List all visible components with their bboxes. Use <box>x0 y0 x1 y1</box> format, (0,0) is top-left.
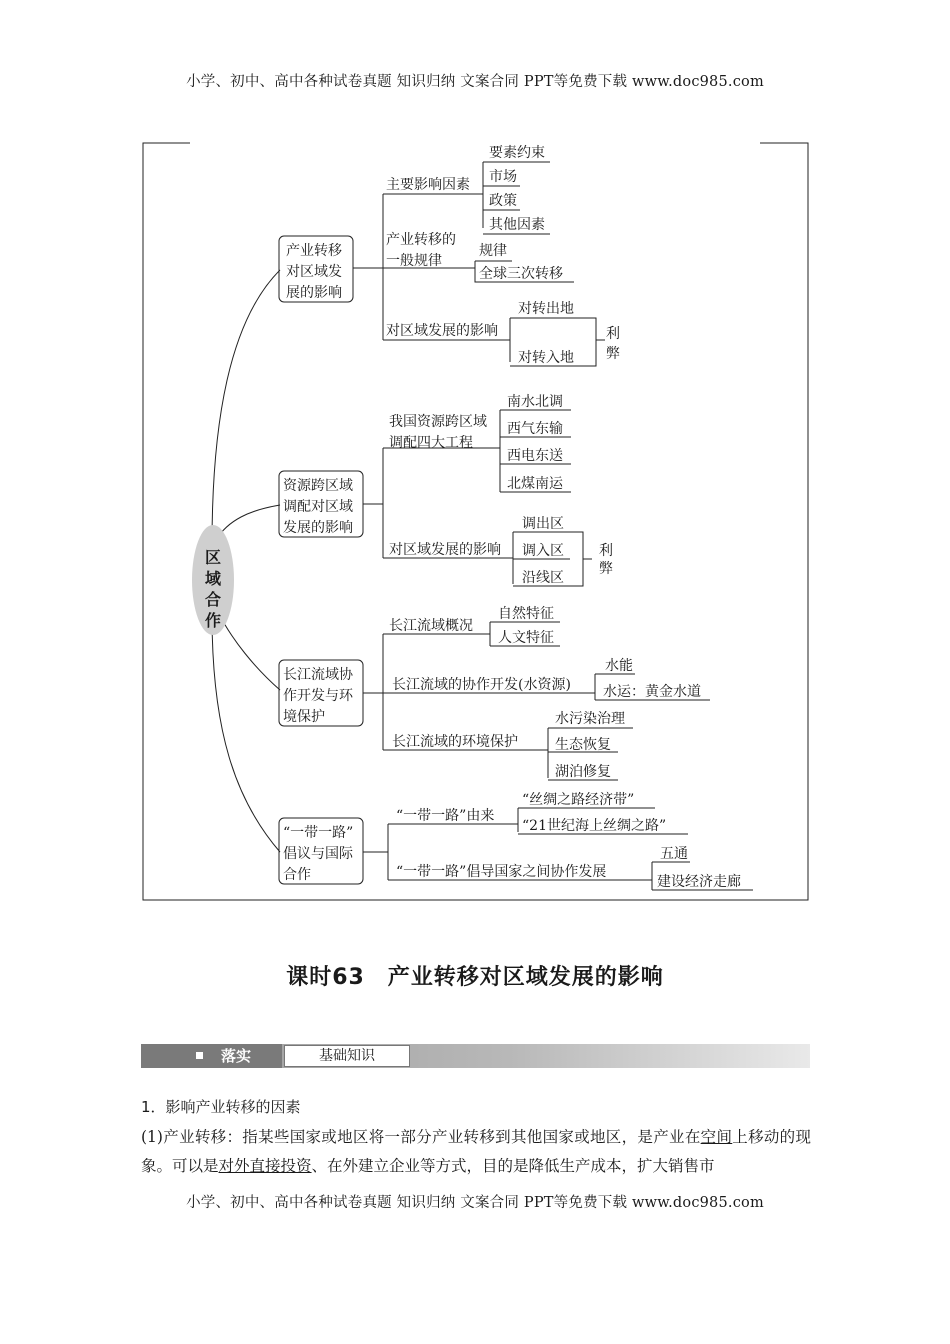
b1-l2-item: 全球三次转移 <box>479 266 563 282</box>
b3-box-line: 境保护 <box>283 709 325 725</box>
section-bar <box>141 1044 810 1068</box>
page-footer: 小学、初中、高中各种试卷真题 知识归纳 文案合同 PPT等免费下载 www.doc985.com <box>186 1195 764 1211</box>
svg-text:作: 作 <box>204 611 222 630</box>
b3-l1-item: 人文特征 <box>498 630 554 646</box>
b2-l2-item: 调出区 <box>522 516 564 532</box>
b3-l3-item: 湖泊修复 <box>555 764 611 780</box>
b3-l2-item: 水运：黄金水道 <box>603 684 701 700</box>
b4-l1-item: “丝绸之路经济带” <box>522 792 635 808</box>
b2-l1-item: 北煤南运 <box>507 476 563 492</box>
root-link-3 <box>218 612 280 690</box>
svg-text:域: 域 <box>204 569 222 588</box>
page-header: 小学、初中、高中各种试卷真题 知识归纳 文案合同 PPT等免费下载 www.doc985.com <box>186 74 764 90</box>
b1-l3-item: 对转入地 <box>518 350 574 366</box>
b4-box-line: 倡议与国际 <box>283 846 353 862</box>
b1-l1-item: 要素约束 <box>489 145 545 161</box>
b1-l3: 对区域发展的影响 <box>386 323 498 339</box>
b3-l1-item: 自然特征 <box>498 606 554 622</box>
root-link-4 <box>212 615 280 852</box>
root-link-2 <box>216 505 280 540</box>
b1-l1-item: 市场 <box>489 169 517 185</box>
b4-trunk <box>363 824 388 880</box>
b1-l1: 主要影响因素 <box>386 177 470 193</box>
b1-l2: 产业转移的 <box>386 232 456 248</box>
section-tag: 落实 <box>141 1044 282 1068</box>
b2-l1: 调配四大工程 <box>389 435 473 451</box>
frame <box>143 143 808 900</box>
b4-l2: “一带一路”倡导国家之间协作发展 <box>396 864 607 880</box>
lesson-title: 课时63 产业转移对区域发展的影响 <box>286 965 664 990</box>
svg-text:合: 合 <box>204 590 222 609</box>
b1-l2: 一般规律 <box>386 253 442 269</box>
b2-box-line: 发展的影响 <box>283 520 353 536</box>
b1-l1-item: 政策 <box>489 193 517 209</box>
b1-l3-item: 对转出地 <box>518 301 574 317</box>
b2-l1-item: 西电东送 <box>507 448 563 464</box>
b4-box-line: 合作 <box>283 867 311 883</box>
b1-box-line: 展的影响 <box>286 285 342 301</box>
b3-box-line: 长江流域协 <box>283 667 353 683</box>
b3-l2-item: 水能 <box>605 658 633 674</box>
section-heading: 1．影响产业转移的因素 <box>141 1098 301 1116</box>
b2-l2-item: 调入区 <box>522 543 564 559</box>
b3-l1: 长江流域概况 <box>389 618 473 634</box>
b1-lb: 弊 <box>606 346 620 362</box>
b2-box-line: 资源跨区域 <box>283 478 353 494</box>
b3-trunk <box>363 634 383 750</box>
b3-box-line: 作开发与环 <box>283 688 353 704</box>
section-subtitle: 基础知识 <box>284 1045 410 1067</box>
b2-lb: 弊 <box>599 561 613 577</box>
b3-l3-item: 生态恢复 <box>555 737 611 753</box>
b3-l3-item: 水污染治理 <box>555 711 625 727</box>
b2-lb: 利 <box>599 543 613 559</box>
b1-box-line: 产业转移 <box>286 243 342 259</box>
root-link-1 <box>212 270 280 545</box>
b2-l2: 对区域发展的影响 <box>389 542 501 558</box>
b1-box-line: 对区域发 <box>286 264 342 280</box>
b4-box-line: “一带一路” <box>283 825 354 841</box>
b1-l2-item: 规律 <box>479 243 507 259</box>
b2-l1-item: 西气东输 <box>507 421 563 437</box>
b2-l2-item: 沿线区 <box>522 570 564 586</box>
b4-l1-item: “21世纪海上丝绸之路” <box>522 818 667 834</box>
b4-l2-item: 五通 <box>660 846 688 862</box>
paragraph: (1)产业转移：指某些国家或地区将一部分产业转移到其他国家或地区，是产业在空间上移动的现象。可以是对外直接投资、在外建立企业等方式，目的是降低生产成本，扩大销售市 <box>141 1128 811 1175</box>
b2-box-line: 调配对区域 <box>283 499 353 515</box>
b3-l2: 长江流域的协作开发(水资源) <box>392 677 571 693</box>
b1-l1-item: 其他因素 <box>489 217 545 233</box>
b4-l1: “一带一路”由来 <box>396 808 495 824</box>
svg-text:区: 区 <box>204 548 222 567</box>
b1-trunk <box>353 194 383 340</box>
square-bullet-icon <box>196 1052 203 1059</box>
b4-l2-item: 建设经济走廊 <box>657 874 741 890</box>
b2-l1-item: 南水北调 <box>507 394 563 410</box>
b2-trunk <box>363 448 383 558</box>
b1-lb: 利 <box>606 326 620 342</box>
b3-l3: 长江流域的环境保护 <box>392 734 518 750</box>
b2-l1: 我国资源跨区域 <box>389 414 487 430</box>
